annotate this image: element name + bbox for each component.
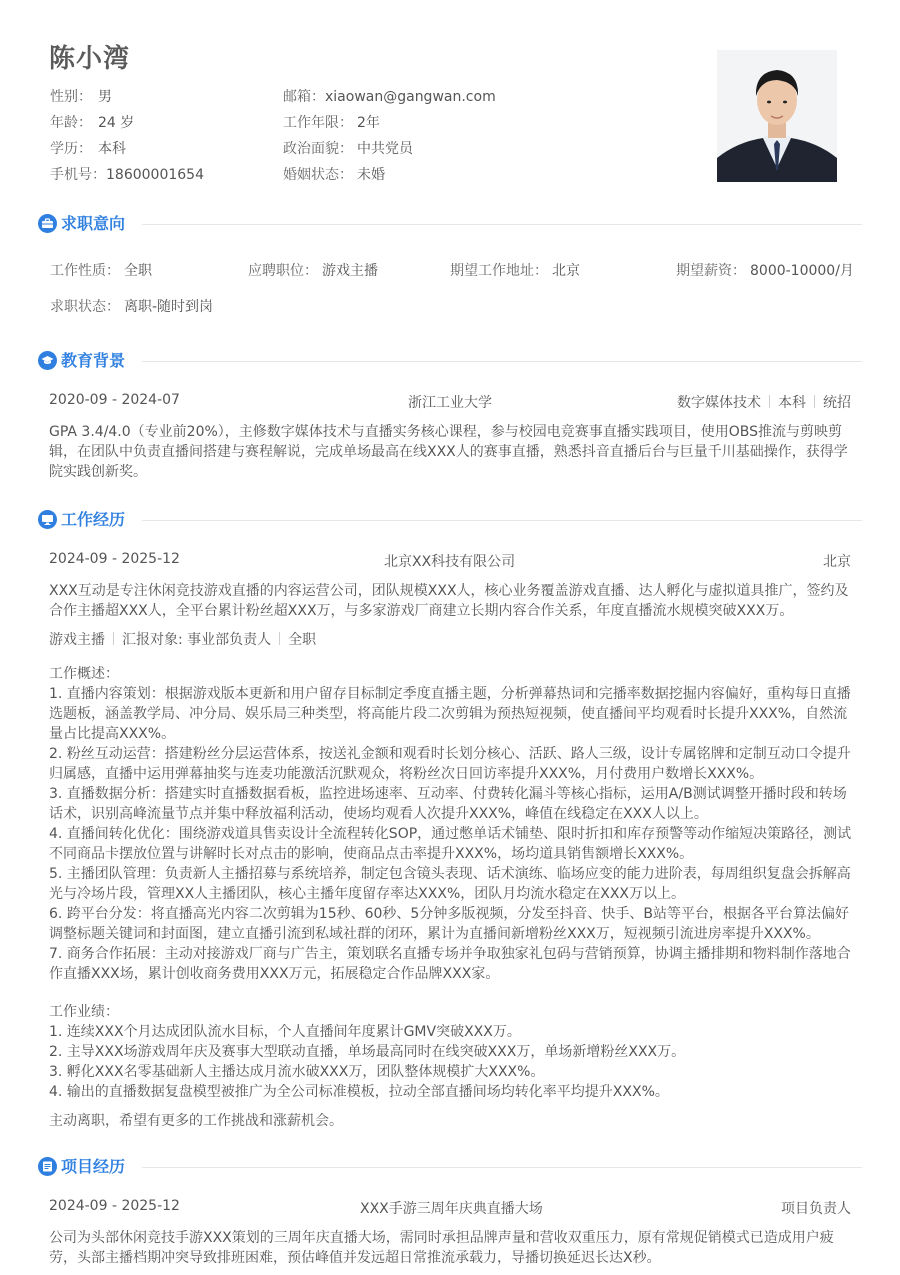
age-row xyxy=(50,112,134,132)
overview-line: 3. 直播数据分析：搭建实时直播数据看板，监控进场速率、互动率、付费转化漏斗等核心指标，运用A/B测试调整开播时段和转场 xyxy=(49,786,847,802)
phone-row xyxy=(50,164,204,184)
divider xyxy=(814,395,815,408)
marital-label: 婚姻状态： xyxy=(283,167,353,183)
city-value: 北京 xyxy=(552,263,580,279)
overview-line: 作直播XXX场，累计创收商务费用XXX万元，拓展稳定合作品牌XXX家。 xyxy=(49,966,500,982)
overview-line: 2. 粉丝互动运营：搭建粉丝分层运营体系，按送礼金额和观看时长划分核心、活跃、路人三级，设计专属铭牌和定制互动口令提升 xyxy=(49,746,851,762)
job-status-row xyxy=(50,296,213,316)
email-row xyxy=(283,86,496,106)
section-title-work: 工作经历 xyxy=(61,510,126,529)
age-value: 24 岁 xyxy=(98,115,135,131)
section-title-education: 教育背景 xyxy=(61,351,126,370)
project-desc-line: 劳，头部主播档期冲突导致排班困难，预估峰值并发远超日常推流承载力，导播切换延迟长达X秒。 xyxy=(49,1250,661,1266)
politics-label: 政治面貌： xyxy=(283,141,353,157)
section-title-intent: 求职意向 xyxy=(61,214,126,233)
politics-row xyxy=(283,138,413,158)
education-major: 数字媒体技术 xyxy=(677,395,761,411)
education-level-row xyxy=(50,138,126,158)
project-role: 项目负责人 xyxy=(781,1201,851,1217)
result-line: 1. 连续XXX个月达成团队流水目标，个人直播间年度累计GMV突破XXX万。 xyxy=(49,1024,521,1040)
project-date: 2024-09 - 2025-12 xyxy=(49,1198,180,1214)
gender-value: 男 xyxy=(98,89,112,105)
education-description xyxy=(49,422,855,482)
job-type-value: 全职 xyxy=(124,263,152,279)
position-value: 游戏主播 xyxy=(322,263,378,279)
section-title-project: 项目经历 xyxy=(61,1157,126,1176)
education-desc-line: GPA 3.4/4.0（专业前20%），主修数字媒体技术与直播实务核心课程，参与校园电竞赛事直播实践项目，使用OBS推流与剪映剪 xyxy=(49,424,843,440)
education-desc-line: 辑，在团队中负责直播间搭建与赛程解说，完成单场最高在线XXX人的赛事直播，熟悉抖音直播后台与巨量千川基础操作，获得学 xyxy=(49,444,848,460)
overview-line: 7. 商务合作拓展：主动对接游戏厂商与广告主，策划联名直播专场并争取独家礼包码与营销预算，协调主播排期和物料制作落地合 xyxy=(49,946,851,962)
project-name: XXX手游三周年庆典直播大场 xyxy=(360,1201,543,1217)
education-desc-line: 院实践创新奖。 xyxy=(49,464,147,480)
avatar xyxy=(717,50,837,182)
overview-line: 调整标题关键词和封面图，建立直播引流到私域社群的闭环，累计为直播间新增粉丝XXX万，短视频引流进房率提升XXX%。 xyxy=(49,926,820,942)
section-divider xyxy=(142,1167,862,1168)
work-years-row xyxy=(283,112,380,132)
gender-label: 性别： xyxy=(50,89,92,105)
work-results-label: 工作业绩： xyxy=(49,1004,119,1020)
project-description xyxy=(49,1228,855,1268)
section-header-work xyxy=(38,508,862,532)
education-school: 浙江工业大学 xyxy=(408,395,492,411)
age-label: 年龄： xyxy=(50,115,92,131)
section-divider xyxy=(142,224,862,225)
work-city: 北京 xyxy=(823,554,851,570)
salary-row xyxy=(676,260,854,280)
graduation-cap-icon xyxy=(38,351,57,370)
politics-value: 中共党员 xyxy=(357,141,413,157)
overview-line: 话术，识别高峰流量节点并集中释放福利活动，使场均观看人次提升XXX%，峰值在线稳定在XXX人以上。 xyxy=(49,806,708,822)
divider xyxy=(279,632,280,645)
work-years-value: 2年 xyxy=(357,115,380,131)
education-enroll: 统招 xyxy=(823,395,851,411)
overview-line: 归属感，直播中运用弹幕抽奖与连麦功能激活沉默观众，将粉丝次日回访率提升XXX%，月付费用户数增长XXX%。 xyxy=(49,766,764,782)
job-status-value: 离职-随时到岗 xyxy=(124,299,214,315)
city-row xyxy=(450,260,580,280)
phone-value[interactable]: 18600001654 xyxy=(106,167,204,183)
email-value[interactable]: xiaowan@gangwan.com xyxy=(325,89,496,105)
overview-line: 4. 直播间转化优化：围绕游戏道具售卖设计全流程转化SOP，通过憋单话术铺垫、限时折扣和库存预警等动作缩短决策路径，测试 xyxy=(49,826,852,842)
work-overview-label: 工作概述： xyxy=(49,666,119,682)
result-line: 4. 输出的直播数据复盘模型被推广为全公司标准模板，拉动全部直播间场均转化率平均提升XXX%。 xyxy=(49,1084,669,1100)
education-level-label: 学历： xyxy=(50,141,92,157)
education-level-value: 本科 xyxy=(98,141,126,157)
overview-line: 不同商品卡摆放位置与讲解时长对点击的影响，使商品点击率提升XXX%，场均道具销售额增长XXX%。 xyxy=(49,846,694,862)
phone-label: 手机号： xyxy=(50,167,106,183)
education-degree: 本科 xyxy=(778,395,806,411)
marital-value: 未婚 xyxy=(357,167,385,183)
work-role-meta xyxy=(49,629,316,649)
overview-line: 1. 直播内容策划：根据游戏版本更新和用户留存目标制定季度直播主题，分析弹幕热词和完播率数据挖掘内容偏好，重构每日直播 xyxy=(49,686,851,702)
company-intro-line: XXX互动是专注休闲竞技游戏直播的内容运营公司，团队规模XXX人，核心业务覆盖游戏直播、达人孵化与虚拟道具推广，签约及 xyxy=(49,583,849,599)
profile-photo xyxy=(717,50,837,182)
section-header-project xyxy=(38,1155,862,1179)
company-intro-line: 合作主播超XXX人，全平台累计粉丝超XXX万，与多家游戏厂商建立长期内容合作关系，年度直播流水规模突破XXX万。 xyxy=(49,603,794,619)
job-type-row xyxy=(50,260,152,280)
email-label: 邮箱： xyxy=(283,89,325,105)
project-icon xyxy=(38,1157,57,1176)
work-role: 游戏主播 xyxy=(49,632,105,648)
position-row xyxy=(248,260,378,280)
project-desc-line: 公司为头部休闲竞技手游XXX策划的三周年庆直播大场，需同时承担品牌声量和营收双重压力，原有常规促销模式已造成用户疲 xyxy=(49,1230,834,1246)
briefcase-icon xyxy=(38,214,57,233)
overview-line: 选题板，涵盖教学局、冲分局、娱乐局三种类型，将高能片段二次剪辑为预热短视频，使直播间平均观看时长提升XXX%，自然流 xyxy=(49,706,848,722)
overview-line: 量占比提高XXX%。 xyxy=(49,726,176,742)
work-overview xyxy=(49,664,855,984)
work-kind: 全职 xyxy=(288,632,317,648)
work-results xyxy=(49,1002,855,1102)
work-report: 汇报对象: 事业部负责人 xyxy=(122,632,272,648)
marital-row xyxy=(283,164,385,184)
overview-line: 6. 跨平台分发：将直播高光内容二次剪辑为15秒、60秒、5分钟多版视频，分发至抖音、快手、B站等平台，根据各平台算法偏好 xyxy=(49,906,849,922)
leave-reason: 主动离职，希望有更多的工作挑战和涨薪机会。 xyxy=(49,1113,343,1129)
education-date: 2020-09 - 2024-07 xyxy=(49,392,180,408)
education-meta xyxy=(677,392,851,412)
candidate-name: 陈小湾 xyxy=(49,44,131,74)
section-header-intent xyxy=(38,212,862,236)
overview-line: 光与冷场片段，管理XX人主播团队，核心主播年度留存率达XXX%，团队月均流水稳定在XXX万以上。 xyxy=(49,886,686,902)
salary-value: 8000-10000/月 xyxy=(750,263,854,279)
salary-label: 期望薪资： xyxy=(676,263,746,279)
position-label: 应聘职位： xyxy=(248,263,318,279)
result-line: 2. 主导XXX场游戏周年庆及赛事大型联动直播，单场最高同时在线突破XXX万，单场新增粉丝XXX万。 xyxy=(49,1044,686,1060)
result-line: 3. 孵化XXX名零基础新人主播达成月流水破XXX万，团队整体规模扩大XXX%。 xyxy=(49,1064,545,1080)
monitor-icon xyxy=(38,510,57,529)
work-company: 北京XX科技有限公司 xyxy=(384,554,516,570)
work-date: 2024-09 - 2025-12 xyxy=(49,551,180,567)
gender-row xyxy=(50,86,112,106)
section-header-education xyxy=(38,349,862,373)
section-divider xyxy=(142,520,862,521)
divider xyxy=(113,632,114,645)
job-type-label: 工作性质： xyxy=(50,263,120,279)
city-label: 期望工作地址： xyxy=(450,263,548,279)
job-status-label: 求职状态： xyxy=(50,299,120,315)
divider xyxy=(769,395,770,408)
company-intro xyxy=(49,581,855,621)
work-years-label: 工作年限： xyxy=(283,115,353,131)
overview-line: 5. 主播团队管理：负责新人主播招募与系统培养，制定包含镜头表现、话术演练、临场应变的能力进阶表，每周组织复盘会拆解高 xyxy=(49,866,851,882)
section-divider xyxy=(142,361,862,362)
